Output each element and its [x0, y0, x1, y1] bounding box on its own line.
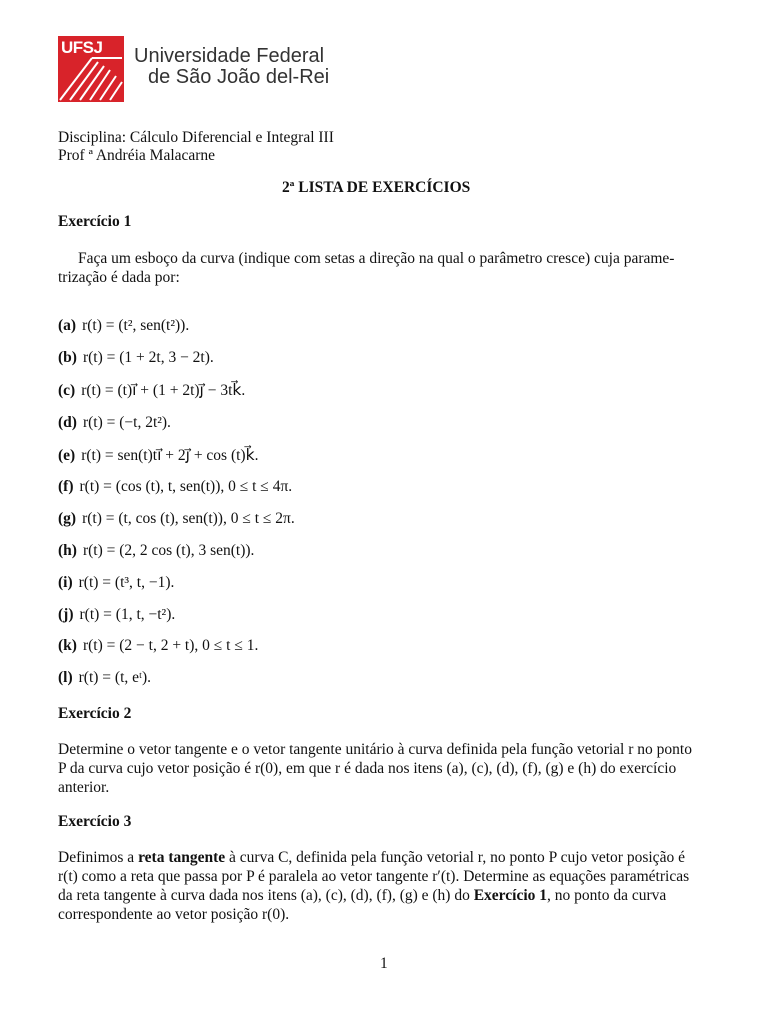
- exercise-1-item: [58, 542, 254, 560]
- exercise-1-item: [58, 478, 292, 496]
- exercise-1-item: [58, 606, 175, 624]
- page-title: 2ª LISTA DE EXERCÍCIOS: [282, 179, 471, 196]
- item-expression: r(t) = (1 + 2t, 3 − 2t).: [82, 349, 214, 366]
- exercise-1-title: Exercício 1: [58, 213, 132, 230]
- exercise-1-item: [58, 349, 214, 367]
- exercise-3-line1-pre: Definimos a: [58, 849, 139, 866]
- exercise-1-item: [58, 510, 295, 528]
- item-expression: r(t) = (t², sen(t²)).: [82, 317, 190, 334]
- exercise-3-line3-post: , no ponto da curva: [547, 887, 667, 904]
- item-expression: r(t) = (2, 2 cos (t), 3 sen(t)).: [82, 542, 255, 559]
- exercise-1-reference: Exercício 1: [473, 887, 548, 904]
- exercise-3-line1: [58, 848, 685, 867]
- exercise-1-item: [58, 317, 189, 335]
- item-expression: r(t) = (1, t, −t²).: [79, 606, 176, 623]
- item-label: (e): [58, 447, 76, 464]
- professor-text: Prof ª Andréia Malacarne: [58, 147, 216, 164]
- exercise-1-item: [58, 446, 258, 465]
- item-label: (a): [58, 317, 77, 334]
- logo-acronym: UFSJ: [61, 38, 103, 57]
- item-expression: r(t) = (cos (t), t, sen(t)), 0 ≤ t ≤ 4π.: [79, 478, 293, 495]
- exercise-1-item: [58, 414, 171, 432]
- exercise-3-line4: correspondente ao vetor posição r(0).: [58, 906, 290, 923]
- item-expression: r(t) = (2 − t, 2 + t), 0 ≤ t ≤ 1.: [82, 637, 259, 654]
- item-expression: r(t) = (t, eᵗ).: [78, 669, 152, 686]
- page-number: 1: [380, 955, 388, 972]
- item-expression: r(t) = (−t, 2t²).: [82, 414, 171, 431]
- university-name-line1: Universidade Federal: [134, 45, 325, 67]
- item-expression: r(t) = (t)i⃗ + (1 + 2t)j⃗ − 3tk⃗.: [81, 382, 246, 399]
- university-name: [134, 46, 329, 88]
- item-label: (i): [58, 574, 73, 591]
- exercise-1-item: [58, 574, 174, 592]
- exercise-3-line2: r(t) como a reta que passa por P é paralela ao vetor tangente r′(t). Determine as equações paramétricas: [58, 868, 690, 885]
- exercise-1-intro-line1: Faça um esboço da curva (indique com setas a direção na qual o parâmetro cresce) cuja parame-: [78, 250, 675, 267]
- exercise-1-intro-line2: trização é dada por:: [58, 269, 180, 286]
- exercise-3-line3-pre: da reta tangente à curva dada nos itens (a), (c), (d), (f), (g) e (h) do: [58, 887, 474, 904]
- exercise-1-item: [58, 669, 151, 687]
- exercise-2-line1: Determine o vetor tangente e o vetor tangente unitário à curva definida pela função vetorial r no ponto: [58, 741, 692, 758]
- item-label: (f): [58, 478, 74, 495]
- item-label: (k): [58, 637, 77, 654]
- exercise-2-line2: P da curva cujo vetor posição é r(0), em que r é dada nos itens (a), (c), (d), (f), (g) e (h) do exercício: [58, 760, 677, 777]
- university-name-line2: de São João del-Rei: [148, 66, 330, 88]
- item-expression: r(t) = sen(t)ti⃗ + 2j⃗ + cos (t)k⃗.: [81, 447, 259, 464]
- item-label: (d): [58, 414, 77, 431]
- item-expression: r(t) = (t³, t, −1).: [78, 574, 175, 591]
- item-label: (h): [58, 542, 77, 559]
- exercise-2-line3: anterior.: [58, 779, 110, 796]
- exercise-1-item: [58, 381, 245, 400]
- exercise-3-title: Exercício 3: [58, 813, 132, 830]
- item-expression: r(t) = (t, cos (t), sen(t)), 0 ≤ t ≤ 2π.: [82, 510, 295, 527]
- item-label: (j): [58, 606, 74, 623]
- exercise-2-title: Exercício 2: [58, 705, 132, 722]
- exercise-1-item: [58, 637, 258, 655]
- item-label: (c): [58, 382, 76, 399]
- item-label: (b): [58, 349, 77, 366]
- reta-tangente-term: reta tangente: [138, 849, 226, 866]
- ufsj-logo: [58, 36, 124, 102]
- item-label: (l): [58, 669, 73, 686]
- exercise-3-line1-post: à curva C, definida pela função vetorial r, no ponto P cujo vetor posição é: [225, 849, 685, 866]
- discipline-text: Disciplina: Cálculo Diferencial e Integral III: [58, 129, 334, 146]
- item-label: (g): [58, 510, 77, 527]
- exercise-3-line3: [58, 886, 666, 905]
